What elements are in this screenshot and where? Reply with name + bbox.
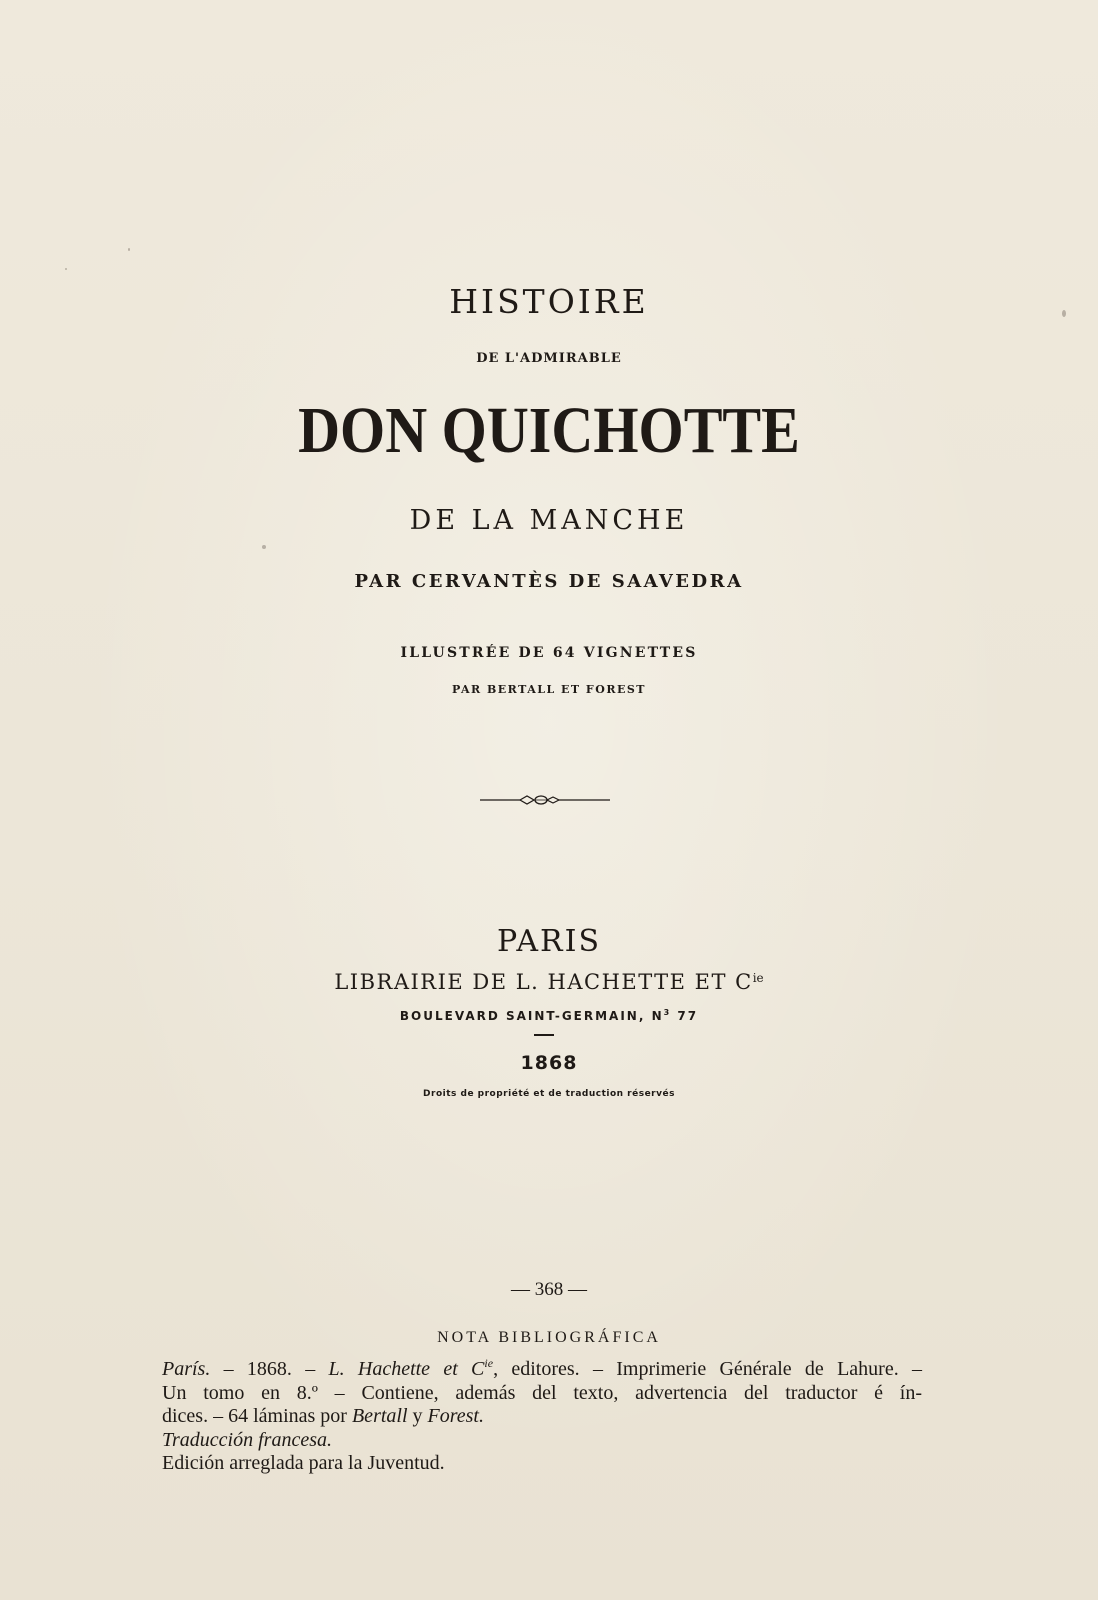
rights-notice: Droits de propriété et de traduction réservés: [423, 1089, 675, 1099]
imprint-publisher: [0, 970, 1098, 994]
imprint-year: 1868: [520, 1052, 578, 1074]
nota-heading: NOTA BIBLIOGRÁFICA: [437, 1329, 661, 1346]
ornament-divider-icon: [480, 792, 610, 808]
paper-speck: [1062, 310, 1066, 317]
nota-line-3: [162, 1405, 922, 1429]
page-number: — 368 —: [511, 1279, 587, 1300]
nota-text: y: [407, 1405, 428, 1427]
publisher-superscript: ie: [752, 971, 764, 985]
paper-speck: [128, 248, 130, 251]
nota-line-5: Edición arreglada para la Juventud.: [162, 1452, 445, 1474]
imprint-address: [0, 1008, 1098, 1023]
title-don-quichotte: DON QUICHOTTE: [298, 394, 800, 467]
title-de-ladmirable: DE L'ADMIRABLE: [476, 351, 622, 366]
title-de-la-manche: DE LA MANCHE: [409, 505, 689, 536]
illustrations-line: ILLUSTRÉE DE 64 VIGNETTES: [400, 645, 698, 661]
address-number: 77: [671, 1009, 699, 1023]
paper-speck: [65, 268, 67, 270]
nota-publisher: L. Hachette et C: [328, 1358, 485, 1380]
nota-translation: Traducción francesa.: [162, 1428, 332, 1451]
illustrators-line: PAR BERTALL ET FOREST: [452, 683, 646, 696]
nota-body: [162, 1352, 922, 1476]
nota-line-1: [162, 1352, 922, 1382]
nota-text: dices. – 64 láminas por: [162, 1405, 352, 1427]
nota-line-2: Un tomo en 8.º – Contiene, además del texto, advertencia del traductor é ín-: [162, 1381, 922, 1404]
imprint-city: PARIS: [496, 924, 602, 959]
title-histoire: HISTOIRE: [449, 282, 649, 321]
author-line: PAR CERVANTÈS DE SAAVEDRA: [354, 571, 744, 592]
nota-artist-bertall: Bertall: [351, 1405, 408, 1427]
nota-text: – 1868. –: [210, 1358, 329, 1380]
address-superscript: 3: [663, 1008, 672, 1017]
small-rule: [534, 1034, 554, 1036]
publisher-name: LIBRAIRIE DE L. HACHETTE ET C: [334, 970, 753, 994]
nota-line-4: [162, 1429, 922, 1453]
nota-text: , editores. – Imprimerie Générale de Lahure. –: [493, 1358, 922, 1380]
nota-city: París.: [162, 1358, 211, 1380]
nota-artist-forest: Forest.: [427, 1405, 484, 1427]
paper-speck: [262, 545, 266, 549]
address-text: BOULEVARD SAINT-GERMAIN, N: [399, 1009, 664, 1023]
nota-publisher-superscript: ie: [484, 1356, 494, 1370]
